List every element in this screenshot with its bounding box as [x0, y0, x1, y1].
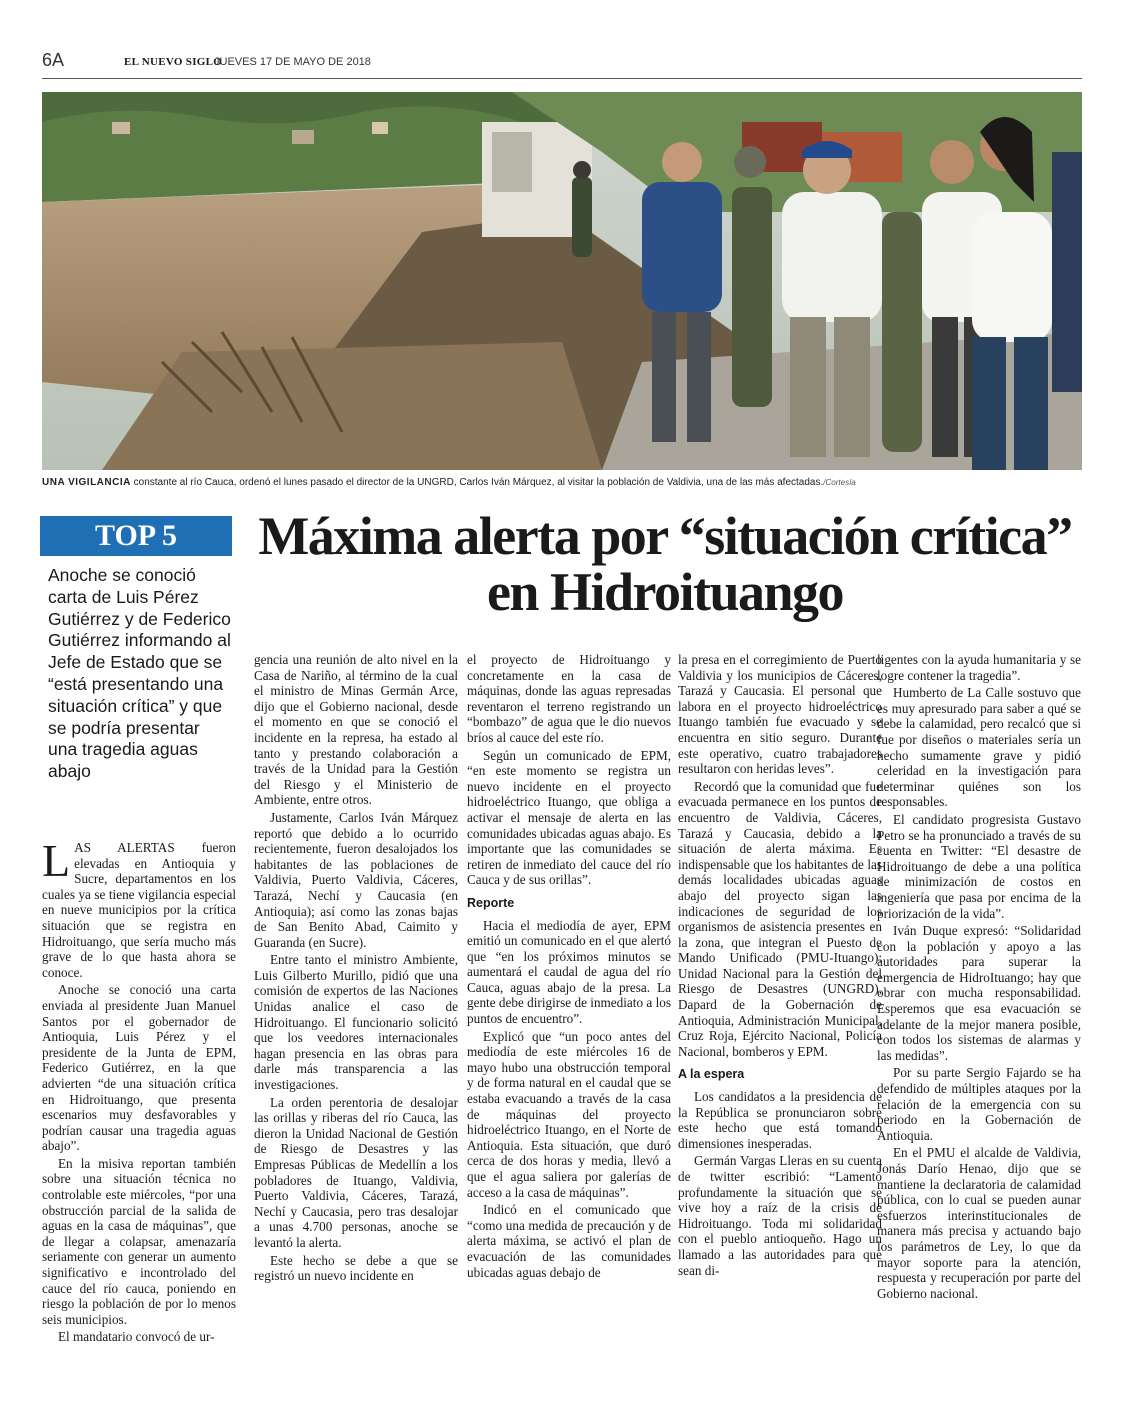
drop-cap: L [42, 835, 71, 886]
paragraph [42, 835, 236, 980]
article-column-3 [467, 652, 671, 1282]
paragraph: Según un comunicado de EPM, “en este momento se registra un nuevo incidente en el proyecto hidroeléctrico Ituango, que obliga a activar el mensaje de alerta en las comunidades ubicadas aguas abajo. Es importante que las comunidades se retiren de inmediato del cauce del río Cauca y de sus orillas”. [467, 747, 671, 888]
paragraph: Justamente, Carlos Iván Márquez reportó que debido a lo ocurrido recientemente, fueron desalojados los habitantes de las poblaciones de Valdivia, Puerto Valdivia, Cáceres, Tarazá, Nechí y Caucasia (en Antioquia); así como las zonas bajas de San Benito Abad, Caimito y Guaranda (en Sucre). [254, 809, 458, 950]
paragraph: ligentes con la ayuda humanitaria y se logre contener la tragedia”. [877, 652, 1081, 683]
paragraph: la presa en el corregimiento de Puerto Valdivia y los municipios de Cáceres, Tarazá y Caucasia. El personal que labora en el proyecto hidroeléctrico Ituango también fue evacuado y se encuentra en sitio seguro. Durante este operativo, cuatro trabajadores resultaron con heridas leves”. [678, 652, 882, 777]
photo-illustration [42, 92, 1082, 470]
paragraph: Anoche se conoció una carta enviada al presidente Juan Manuel Santos por el gobernador de Antioquia, Luis Pérez y el presidente de la Junta de EPM, Federico Gutiérrez, en la que advierten “de una situación crítica en Hidroituango, que presenta escenarios muy desfavorables y podrían causar una tragedia aguas abajo”. [42, 982, 236, 1154]
paragraph: Explicó que “un poco antes del mediodía de este miércoles 16 de mayo hubo una obstrucción temporal y de forma natural en el caudal que se estaba evacuando a través de la casa de máquinas del proyecto hidroeléctrico Ituango, en el Norte de Antioquia. Esta situación, que duró cerca de dos horas y media, llevó a que el agua saliera por galerías de acceso a la casa de máquinas”. [467, 1028, 671, 1200]
article-column-4 [678, 652, 882, 1280]
paragraph: Indicó en el comunicado que “como una medida de precaución y de alerta máxima, se activó el plan de evacuación de las comunidades ubicadas aguas debajo de [467, 1202, 671, 1280]
paragraph: En el PMU el alcalde de Valdivia, Jonás Darío Henao, dijo que se mantiene la declaratoria de calamidad pública, con lo cual se pueden aunar esfuerzos interinstitucionales de manera más precisa y actuando bajo los parámetros de Ley, lo que da mayor soporte para la atención, respuesta y recuperación por parte del Gobierno nacional. [877, 1145, 1081, 1301]
paragraph: La orden perentoria de desalojar las orillas y riberas del río Cauca, las dieron la Unidad Nacional de Gestión de Riesgo de Desastres y las Empresas Públicas de Medellín a los pobladores de Ituango, Valdivia, Puerto Valdivia, Cáceres, Tarazá, Nechí y Caucasia, pero tras desalojar a unas 4.700 personas, anoche se levantó la alerta. [254, 1094, 458, 1250]
paragraph: Germán Vargas Lleras en su cuenta de twitter escribió: “Lamento profundamente la situación que se vive hoy a raíz de la crisis de Hidroituango. Toda mi solidaridad con el pueblo antioqueño. Hago un llamado a las autoridades para que sean di- [678, 1153, 882, 1278]
caption-lead: UNA VIGILANCIA [42, 477, 131, 488]
issue-date: JUEVES 17 DE MAYO DE 2018 [214, 56, 371, 68]
paragraph-text: AS ALERTAS fueron elevadas en Antioquia y Sucre, departamentos en los cuales ya se tiene vigilancia especial en nueve municipios por la crítica situación que se registra en Hidroituango, que sería mucho más grave de lo que hasta ahora se conoce. [42, 840, 236, 980]
paragraph: Humberto de La Calle sostuvo que es muy apresurado para saber a qué se debe la calamidad, pero recalcó que si fue por diseños o materiales sería un hecho sumamente grave y pidió celeridad en la investigación para determinar quiénes son los responsables. [877, 685, 1081, 810]
paragraph: Recordó que la comunidad que fue evacuada permanece en los puntos de encuentro de Valdivia, Cáceres, Tarazá y Caucasia, debido a la situación de alerta máxima. Es indispensable que los habitantes de las demás localidades ubicadas aguas abajo del proyecto sigan las indicaciones de seguridad de los organismos de asistencia presentes en la zona, que integran el Puesto de Mando Unificado (PMU-Ituango): Unidad Nacional para la Gestión del Riesgo de Desastres (UNGRD), Dapard de la Gobernación de Antioquia, Administración Municipal, Cruz Roja, Ejército Nacional, Policía Nacional, bomberos y EPM. [678, 778, 882, 1059]
paragraph: Hacia el mediodía de ayer, EPM emitió un comunicado en el que alertó que “en los próximos minutos se aumentará el caudal de agua del río Cauca, aguas abajo de la presa. La gente debe dirigirse de inmediato a los puntos de encuentro”. [467, 917, 671, 1027]
news-photo [42, 92, 1082, 470]
top5-label: TOP 5 [40, 516, 232, 556]
subheading-a-la-espera: A la espera [678, 1067, 745, 1082]
paragraph: el proyecto de Hidroituango y concretamente en la casa de máquinas, donde las aguas represadas reventaron el terreno registrando un “bombazo” de agua que le dio nuevos bríos al cauce del este río. [467, 652, 671, 745]
paragraph: gencia una reunión de alto nivel en la Casa de Nariño, al término de la cual el ministro de Minas Germán Arce, dijo que el Gobierno nacional, desde el momento en que se conoció el incidente en la represa, ha estado al tanto y prestando colaboración a través de la Unidad para la Gestión del Riesgo y el Ministerio de Ambiente, entre otros. [254, 652, 458, 808]
caption-text: constante al río Cauca, ordenó el lunes pasado el director de la UNGRD, Carlos Iván Márquez, al visitar la población de Valdivia, una de las más afectadas. [130, 477, 824, 488]
paragraph: En la misiva reportan también sobre una situación técnica no controlable este miércoles, “por una obstrucción parcial de la salida de aguas en la casa de máquinas”, que de llegar a colapsar, amenazaría seriamente con generar un aumento significativo e incontrolado del cauce del río cauca, poniendo en riesgo la población de por lo menos seis municipios. [42, 1155, 236, 1327]
paragraph: El mandatario convocó de ur- [58, 1329, 215, 1345]
article-column-5 [877, 652, 1081, 1303]
paragraph: Entre tanto el ministro Ambiente, Luis Gilberto Murillo, pidió que una comisión de expertos de las Naciones Unidas analice el caso de Hidroituango. El funcionario solicitó que los veedores internacionales hagan presencia en las obras para darle más transparencia a las investigaciones. [254, 952, 458, 1093]
paragraph: Los candidatos a la presidencia de la República se pronunciaron sobre este hecho que está tomando dimensiones inesperadas. [678, 1089, 882, 1151]
photo-caption [42, 477, 1082, 488]
article-column-2 [254, 652, 458, 1286]
paragraph: Iván Duque expresó: “Solidaridad con la población y apoyo a las autoridades para superar la emergencia de HidroItuango; hay que obrar con mucha responsabilidad. Esperemos que esa evacuación se adelante de la mejor manera posible, con todos los sistemas de alarmas y las medidas”. [877, 923, 1081, 1063]
page-header [42, 48, 1082, 79]
article-column-1 [42, 835, 236, 1347]
paragraph: Este hecho se debe a que se registró un nuevo incidente en [254, 1252, 458, 1284]
caption-credit: /Cortesía [823, 478, 856, 487]
article-headline: Máxima alerta por “situación crítica” en Hidroituango [258, 506, 1072, 622]
newspaper-name: EL NUEVO SIGLO [124, 56, 223, 68]
paragraph: Por su parte Sergio Fajardo se ha defendido de múltiples ataques por la relación de la emergencia con su periodo en la Gobernación de Antioquia. [877, 1065, 1081, 1143]
page-number: 6A [42, 50, 65, 70]
subheading-reporte: Reporte [467, 895, 515, 910]
top5-summary: Anoche se conoció carta de Luis Pérez Gutiérrez y de Federico Gutiérrez informando al Jefe de Estado que se “está presentando una situación crítica” y que se podría presentar una tragedia aguas abajo [48, 565, 231, 782]
paragraph: El candidato progresista Gustavo Petro se ha pronunciado a través de su cuenta en Twitter: “El desastre de Hidroituango de debe a una política de minimización de costos en ingeniería que pasa por encima de la priorización de la vida”. [877, 811, 1081, 921]
